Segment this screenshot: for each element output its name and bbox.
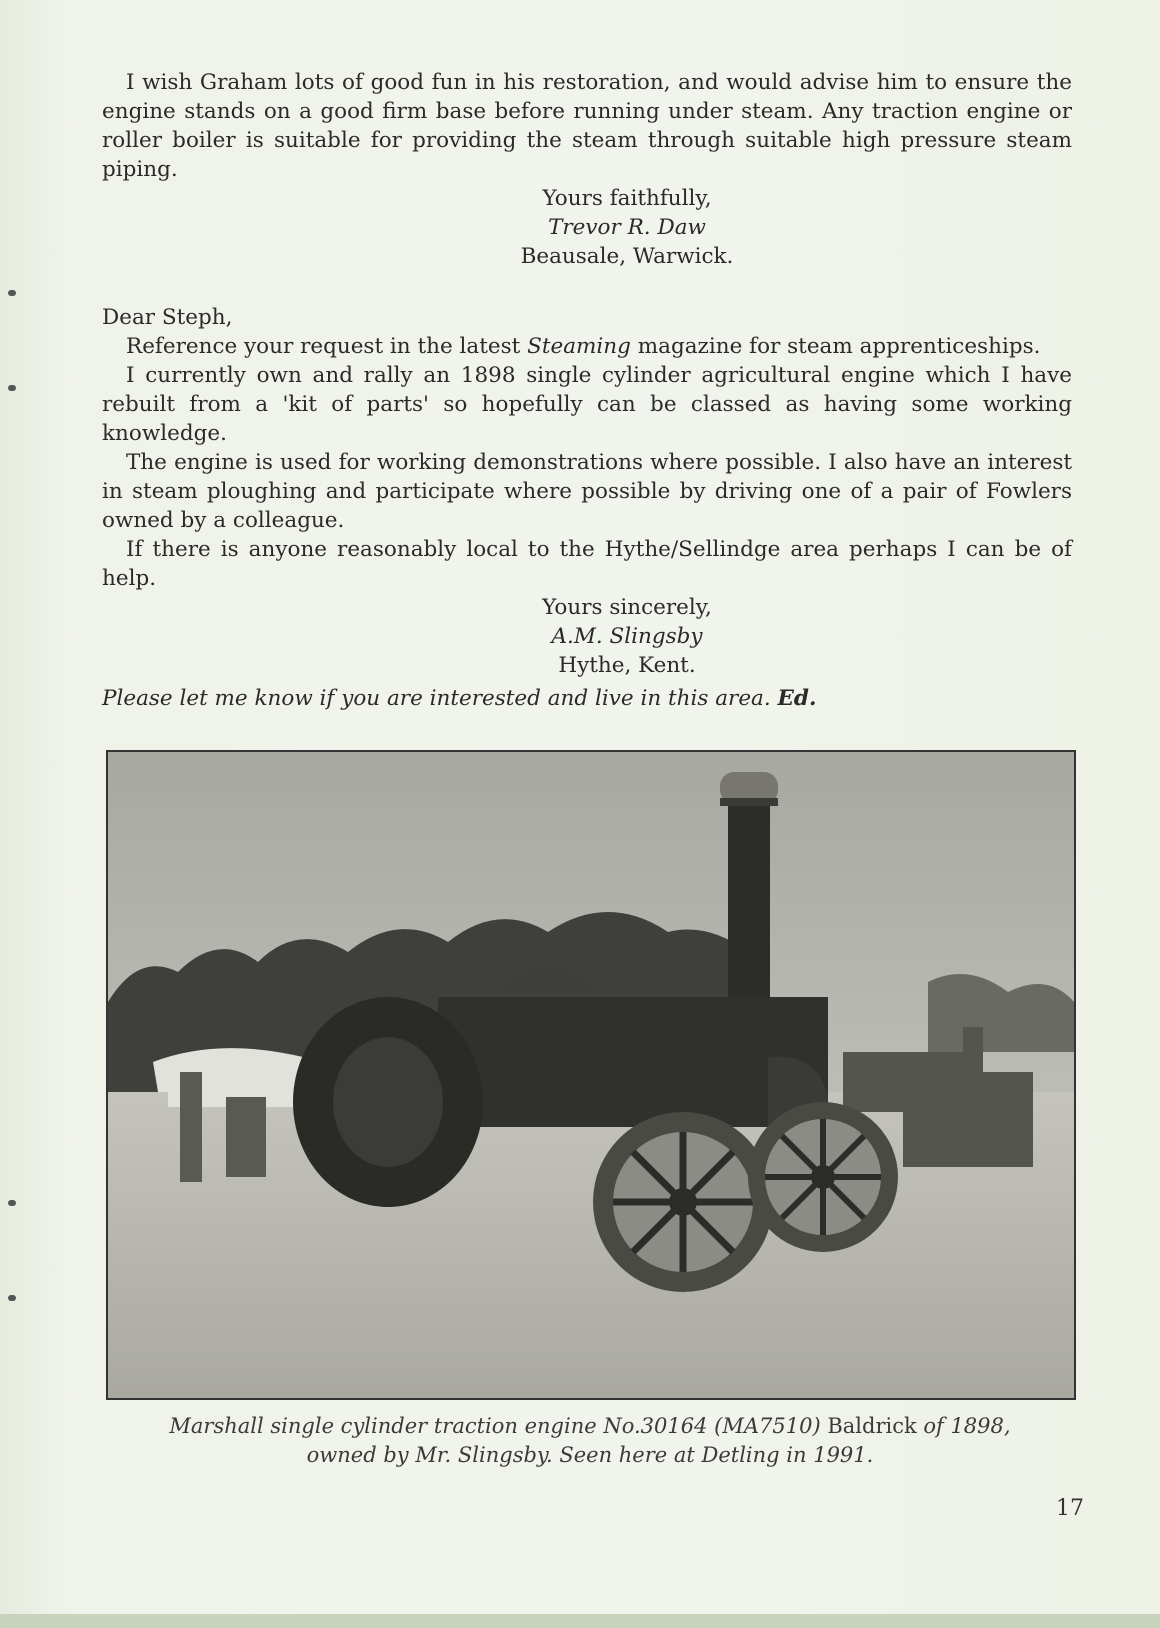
page-number: 17 (1056, 1496, 1084, 1521)
letter-2-paragraph-2: I currently own and rally an 1898 single cylinder agricultural engine which I have rebuilt from a 'kit of parts' so hopefully can be classed as having some working knowledge. (102, 363, 1072, 446)
margin-mark (8, 290, 16, 296)
letter-1-body: I wish Graham lots of good fun in his restoration, and would advise him to ensure the engine stands on a good firm base before running under steam. Any traction engine or roller boiler is suitable for providing the steam through suitable high pressure steam piping. (102, 70, 1072, 182)
letter-2-closing: Yours sincerely, (542, 595, 712, 620)
letter-1-signature-block (182, 184, 1072, 271)
letter-2-signature-block (182, 593, 1072, 680)
caption-text: Marshall single cylinder traction engine No.30164 (MA7510) (169, 1414, 821, 1438)
letter-1-closing: Yours faithfully, (542, 186, 712, 211)
letter-2-location: Hythe, Kent. (558, 653, 696, 678)
margin-mark (8, 1295, 16, 1301)
engine-name: Baldrick (820, 1414, 924, 1438)
margin-mark (8, 1200, 16, 1206)
editor-note (102, 684, 1072, 713)
letter-1 (102, 68, 1072, 713)
letter-2-salutation: Dear Steph, (102, 305, 233, 330)
letter-2-paragraph-4: If there is anyone reasonably local to the Hythe/Sellindge area perhaps I can be of help. (102, 537, 1072, 591)
traction-engine-photo (106, 750, 1076, 1400)
editor-note-text: Please let me know if you are interested and live in this area. (102, 686, 778, 711)
caption-line-1 (100, 1412, 1080, 1441)
letter-1-location: Beausale, Warwick. (520, 244, 734, 269)
editor-sign: Ed. (777, 686, 817, 711)
caption-text-year: of 1898, (923, 1414, 1011, 1438)
letter-1-signature: Trevor R. Daw (548, 215, 706, 240)
caption-line-2 (100, 1441, 1080, 1470)
page-edge (0, 1614, 1160, 1628)
photo-caption (100, 1412, 1080, 1470)
margin-mark (8, 385, 16, 391)
letter-2-paragraph-3: The engine is used for working demonstrations where possible. I also have an interest in steam ploughing and participate where possible by driving one of a pair of Fowlers owned by a colleague. (102, 450, 1072, 533)
caption-text-owner: owned by Mr. Slingsby. Seen here at Detling in 1991. (306, 1443, 874, 1467)
photo-illustration (108, 752, 1074, 1398)
letter-2-p1-text-end: magazine for steam apprenticeships. (630, 334, 1041, 359)
letter-2-signature: A.M. Slingsby (551, 624, 703, 649)
magazine-title: Steaming (527, 334, 631, 359)
letter-2-paragraph-1 (102, 332, 1072, 361)
letter-2-p1-text: Reference your request in the latest (126, 334, 528, 359)
